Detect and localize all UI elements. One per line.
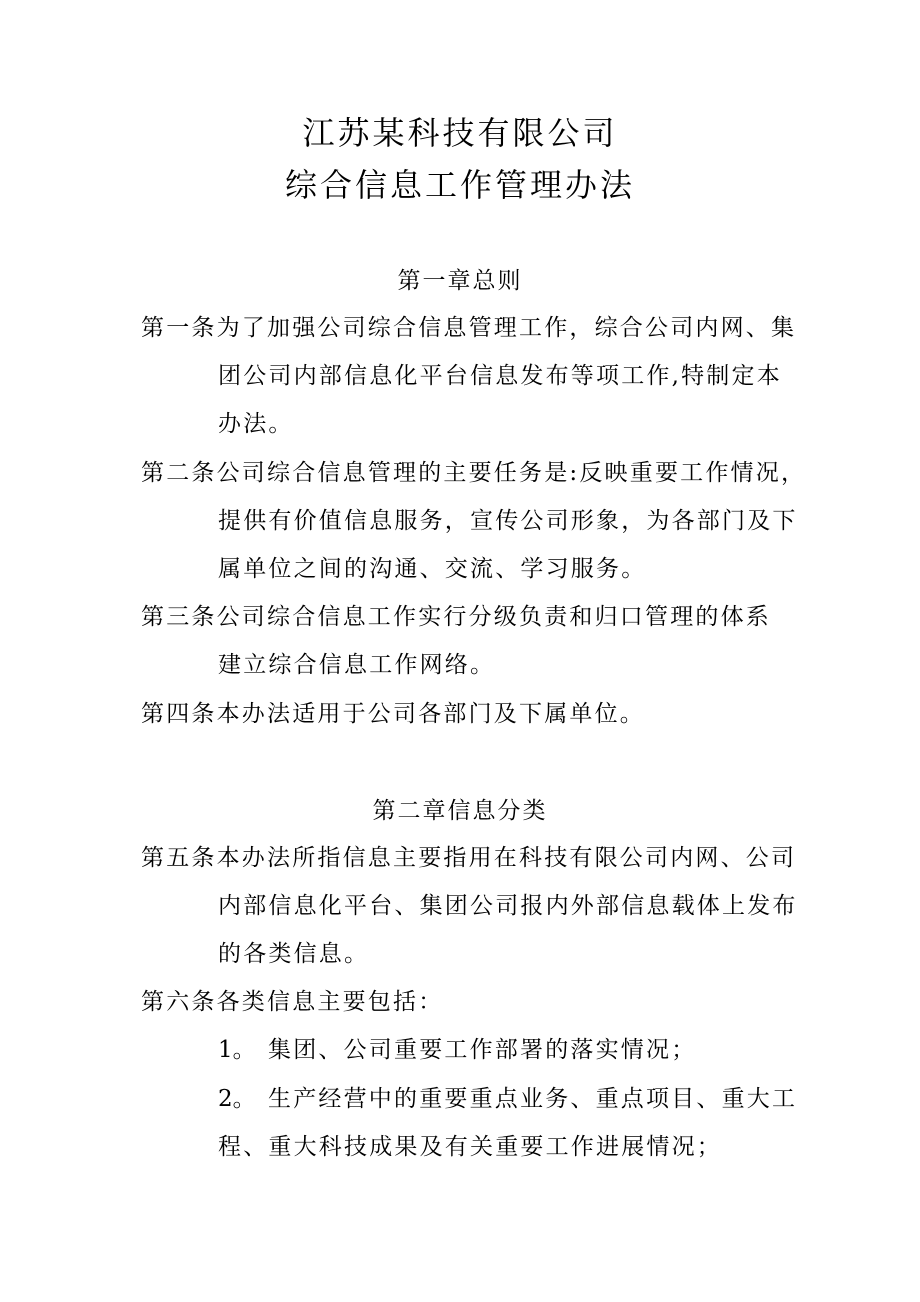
document-title-name: 综合信息工作管理办法 bbox=[284, 166, 635, 204]
chapter-heading-2: 第二章信息分类 bbox=[372, 798, 548, 824]
article-line: 团公司内部信息化平台信息发布等项工作,特制定本 bbox=[218, 363, 782, 389]
article-line: 提供有价值信息服务，宣传公司形象，为各部门及下 bbox=[218, 508, 798, 534]
article-line: 第六条各类信息主要包括： bbox=[141, 989, 444, 1015]
article-line: 第一条为了加强公司综合信息管理工作，综合公司内网、集 bbox=[141, 315, 797, 341]
article-3 bbox=[141, 600, 801, 696]
list-item-1 bbox=[218, 1033, 798, 1081]
article-line: 内部信息化平台、集团公司报内外部信息载体上发布 bbox=[218, 893, 798, 919]
article-line: 第五条本办法所指信息主要指用在科技有限公司内网、公司 bbox=[141, 845, 797, 871]
list-item-2 bbox=[218, 1082, 798, 1178]
article-line: 建立综合信息工作网络。 bbox=[218, 652, 496, 678]
article-5 bbox=[141, 841, 801, 985]
list-item-line bbox=[218, 1033, 798, 1081]
list-item-text: 集团、公司重要工作部署的落实情况； bbox=[268, 1037, 697, 1063]
document-title-company: 江苏某科技有限公司 bbox=[302, 114, 618, 152]
list-item-text: 生产经营中的重要重点业务、重点项目、重大工 bbox=[268, 1086, 798, 1112]
article-line: 属单位之间的沟通、交流、学习服务。 bbox=[218, 556, 647, 582]
list-item-number: 2。 bbox=[218, 1086, 256, 1112]
article-1 bbox=[141, 311, 801, 455]
article-line: 的各类信息。 bbox=[218, 941, 370, 967]
list-item-line bbox=[218, 1082, 798, 1130]
article-line: 办法。 bbox=[218, 411, 294, 437]
article-4 bbox=[141, 697, 801, 745]
article-2 bbox=[141, 456, 807, 600]
article-6 bbox=[141, 985, 801, 1033]
list-item-number: 1。 bbox=[218, 1037, 256, 1063]
article-line: 第二条公司综合信息管理的主要任务是:反映重要工作情况， bbox=[141, 460, 807, 486]
article-line: 第三条公司综合信息工作实行分级负责和归口管理的体系 bbox=[141, 604, 771, 630]
list-item-line: 程、重大科技成果及有关重要工作进展情况； bbox=[218, 1134, 722, 1160]
chapter-heading-1: 第一章总则 bbox=[397, 268, 523, 294]
article-line: 第四条本办法适用于公司各部门及下属单位。 bbox=[141, 701, 645, 727]
